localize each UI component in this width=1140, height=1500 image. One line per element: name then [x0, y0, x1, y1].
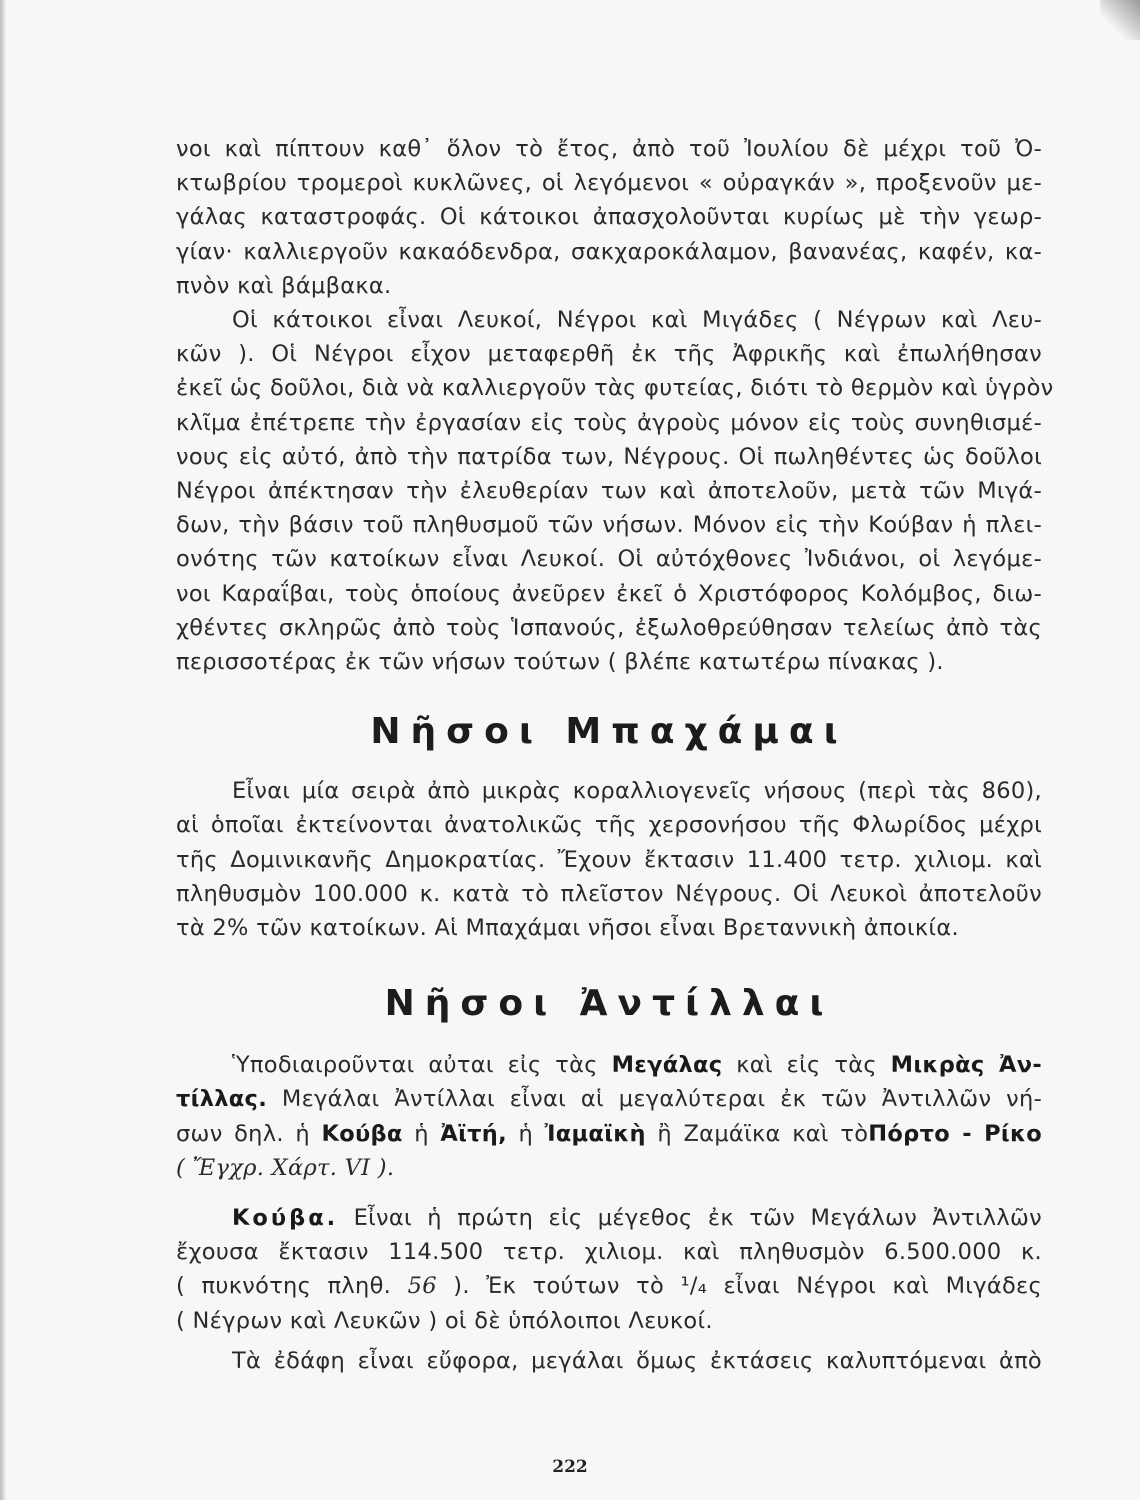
text-line: πνὸν καὶ βάμβακα. — [176, 272, 392, 299]
text-line: κλῖμα ἐπέτρεπε τὴν ἐργασίαν εἰς τοὺς ἀγροὺς μόνον εἰς τοὺς συνηθισμέ- — [176, 409, 1042, 436]
text-line: Νέγροι ἀπέκτησαν τὴν ἐλευθερίαν των καὶ ἀποτελοῦν, μετὰ τῶν Μιγά- — [176, 478, 1042, 505]
text-line — [176, 1269, 1042, 1303]
text-run: ἡ — [402, 1120, 441, 1147]
text-line: Οἱ κάτοικοι εἶναι Λευκοί, Νέγροι καὶ Μιγάδες ( Νέγρων καὶ Λευ- — [232, 307, 1042, 334]
text-run: Ὑποδιαιροῦνται αὐται εἰς τὰς — [232, 1052, 612, 1079]
section-heading-antilles: Νῆσοι Ἀντίλλαι — [384, 983, 834, 1025]
density-value: 56 — [407, 1273, 437, 1300]
paragraph-climate — [176, 132, 1042, 303]
bold-term: Ἰαμαϊκὴ — [544, 1120, 646, 1147]
map-reference: ( Ἔγχρ. Χάρτ. VI ). — [176, 1154, 395, 1181]
paragraph-cuba — [176, 1201, 1042, 1338]
bold-term: Μεγάλας — [611, 1052, 723, 1079]
text-line: νοι καὶ πίπτουν καθ᾿ ὅλον τὸ ἔτος, ἀπὸ τοῦ Ἰουλίου δὲ μέχρι τοῦ Ὀ- — [176, 136, 1042, 162]
text-run: Μεγάλαι Ἀντίλλαι εἶναι αἱ μεγαλύτεραι ἐκ τῶν Ἀντιλλῶν νή- — [267, 1086, 1042, 1113]
text-line: τὰ 2% τῶν κατοίκων. Αἱ Μπαχάμαι νῆσοι εἶναι Βρεταννικὴ ἀποικία. — [176, 915, 959, 942]
text-run: ἡ — [506, 1120, 545, 1147]
text-line: νοι Καραΐβαι, τοὺς ὁποίους ἀνεῦρεν ἐκεῖ ὁ Χριστόφορος Κολόμβος, διω- — [176, 580, 1042, 607]
text-run: ἢ Ζαμάϊκα καὶ τὸ — [645, 1120, 869, 1147]
text-line — [176, 1117, 1042, 1151]
bold-term: Μικρὰς Ἀν- — [890, 1052, 1042, 1079]
text-run: ( πυκνότης πληθ. — [176, 1273, 408, 1300]
section-heading-bahamas: Νῆσοι Μπαχάμαι — [370, 711, 848, 753]
text-run: Εἶναι ἡ πρώτη εἰς μέγεθος ἐκ τῶν Μεγάλων Ἀντιλλῶν — [338, 1205, 1042, 1232]
text-line: γίαν· καλλιεργοῦν κακαόδενδρα, σακχαροκάλαμον, βανανέας, καφέν, κα- — [176, 238, 1042, 265]
paragraph-gap — [176, 1185, 1042, 1201]
bold-term: τίλλας. — [176, 1086, 268, 1113]
paragraph-antilles — [176, 1048, 1042, 1185]
text-line: ονότης τῶν κατοίκων εἶναι Λευκοί. Οἱ αὐτόχθονες Ἰνδιάνοι, οἱ λεγόμε- — [176, 546, 1042, 573]
bold-term: Ἀϊτή, — [440, 1120, 507, 1147]
text-line: Εἶναι μία σειρὰ ἀπὸ μικρὰς κοραλλιογενεῖς νήσους (περὶ τὰς 860), — [232, 778, 1042, 805]
text-line: ( Νέγρων καὶ Λευκῶν ) οἱ δὲ ὑπόλοιποι Λευκοί. — [176, 1307, 713, 1334]
paragraph-bahamas — [176, 774, 1042, 945]
text-line: Τὰ ἐδάφη εἶναι εὔφορα, μεγάλαι ὅμως ἐκτάσεις καλυπτόμεναι ἀπὸ — [232, 1347, 1042, 1374]
text-line: κτωβρίου τρομεροὶ κυκλῶνες, οἱ λεγόμενοι « οὐραγκάν », προξενοῦν με- — [176, 170, 1042, 197]
text-run: καὶ εἰς τὰς — [722, 1052, 891, 1079]
page-body — [176, 132, 1054, 1378]
scan-left-edge — [0, 0, 6, 1500]
text-line: αἱ ὁποῖαι ἐκτείνονται ἀνατολικῶς τῆς χερσονήσου τῆς Φλωρίδος μέχρι — [176, 812, 1042, 839]
page-number: 222 — [552, 1457, 588, 1477]
text-line: κῶν ). Οἱ Νέγροι εἶχον μεταφερθῆ ἐκ τῆς Ἀφρικῆς καὶ ἐπωλήθησαν — [176, 341, 1042, 368]
scan-corner-shadow — [1100, 0, 1140, 40]
text-line: τῆς Δομινικανῆς Δημοκρατίας. Ἔχουν ἔκτασιν 11.400 τετρ. χιλιομ. καὶ — [176, 846, 1042, 873]
text-run: σων δηλ. ἡ — [176, 1120, 322, 1147]
text-line: γάλας καταστροφάς. Οἱ κάτοικοι ἀπασχολοῦνται κυρίως μὲ τὴν γεωρ- — [176, 204, 1042, 231]
paragraph-inhabitants — [176, 303, 1054, 679]
bold-term: Κούβα. — [232, 1205, 339, 1232]
text-run: ). Ἐκ τούτων τὸ ¹/₄ εἶναι Νέγροι καὶ Μιγάδες — [436, 1273, 1043, 1300]
text-line: ἐκεῖ ὡς δοῦλοι, διὰ νὰ καλλιεργοῦν τὰς φυτείας, διότι τὸ θερμὸν καὶ ὑγρὸν — [176, 375, 1054, 402]
text-line: ἔχουσα ἔκτασιν 114.500 τετρ. χιλιομ. καὶ πληθυσμὸν 6.500.000 κ. — [176, 1239, 1042, 1266]
text-line — [176, 1201, 1042, 1235]
paragraph-cuba-soil — [176, 1344, 1042, 1378]
text-line — [176, 1151, 1042, 1185]
text-line — [176, 1048, 1042, 1082]
text-line: δων, τὴν βάσιν τοῦ πληθυσμοῦ τῶν νήσων. Μόνον εἰς τὴν Κούβαν ἡ πλει- — [176, 512, 1042, 539]
text-line: χθέντες σκληρῶς ἀπὸ τοὺς Ἱσπανούς, ἐξωλοθρεύθησαν τελείως ἀπὸ τὰς — [176, 614, 1042, 641]
bold-term: Κούβα — [321, 1120, 403, 1147]
text-line: πληθυσμὸν 100.000 κ. κατὰ τὸ πλεῖστον Νέγρους. Οἱ Λευκοὶ ἀποτελοῦν — [176, 880, 1042, 907]
text-line — [176, 1082, 1042, 1116]
bold-term: Πόρτο - Ρίκο — [868, 1120, 1043, 1147]
text-line: νους εἰς αὐτό, ἀπὸ τὴν πατρίδα των, Νέγρους. Οἱ πωληθέντες ὡς δοῦλοι — [176, 443, 1042, 470]
text-line: περισσοτέρας ἐκ τῶν νήσων τούτων ( βλέπε κατωτέρω πίνακας ). — [176, 649, 944, 676]
